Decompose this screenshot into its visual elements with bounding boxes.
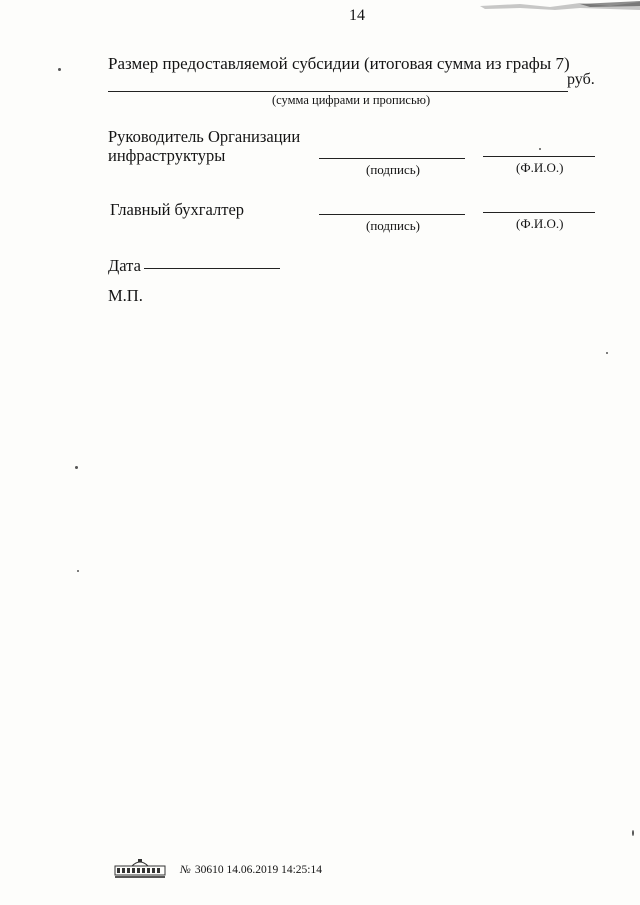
scan-speck — [77, 570, 79, 572]
accountant-name-caption: (Ф.И.О.) — [516, 216, 564, 231]
accountant-name-line[interactable] — [483, 212, 595, 213]
accountant-signatory-label: Главный бухгалтер — [110, 200, 245, 219]
date-line[interactable] — [144, 268, 280, 269]
accountant-signature-line[interactable] — [319, 214, 465, 215]
registration-number-datetime: 30610 14.06.2019 14:25:14 — [194, 864, 322, 876]
page-number: 14 — [349, 7, 365, 24]
scan-speck — [75, 466, 78, 469]
head-name-caption: (Ф.И.О.) — [516, 160, 564, 175]
registration-stamp — [180, 864, 322, 876]
currency-unit: руб. — [567, 71, 595, 88]
subsidy-amount-label: Размер предоставляемой субсидии (итоговая сумма из графы 7) — [108, 54, 570, 73]
subsidy-amount-caption: (сумма цифрами и прописью) — [272, 93, 431, 107]
head-signature-caption: (подпись) — [366, 162, 420, 177]
scan-speck — [632, 830, 634, 836]
scan-speck — [606, 352, 608, 354]
head-signature-line[interactable] — [319, 158, 465, 159]
head-name-line[interactable] — [483, 156, 595, 157]
subsidy-amount-line[interactable] — [108, 91, 568, 92]
head-signatory-label: Руководитель Организации инфраструктуры — [108, 127, 301, 165]
scan-speck — [539, 148, 541, 150]
registry-stamp-icon — [114, 857, 166, 879]
scan-speck — [58, 68, 61, 71]
date-label: Дата — [108, 256, 141, 275]
stamp-place-label: М.П. — [108, 286, 143, 305]
accountant-signature-caption: (подпись) — [366, 218, 420, 233]
number-sign: № — [180, 864, 191, 876]
